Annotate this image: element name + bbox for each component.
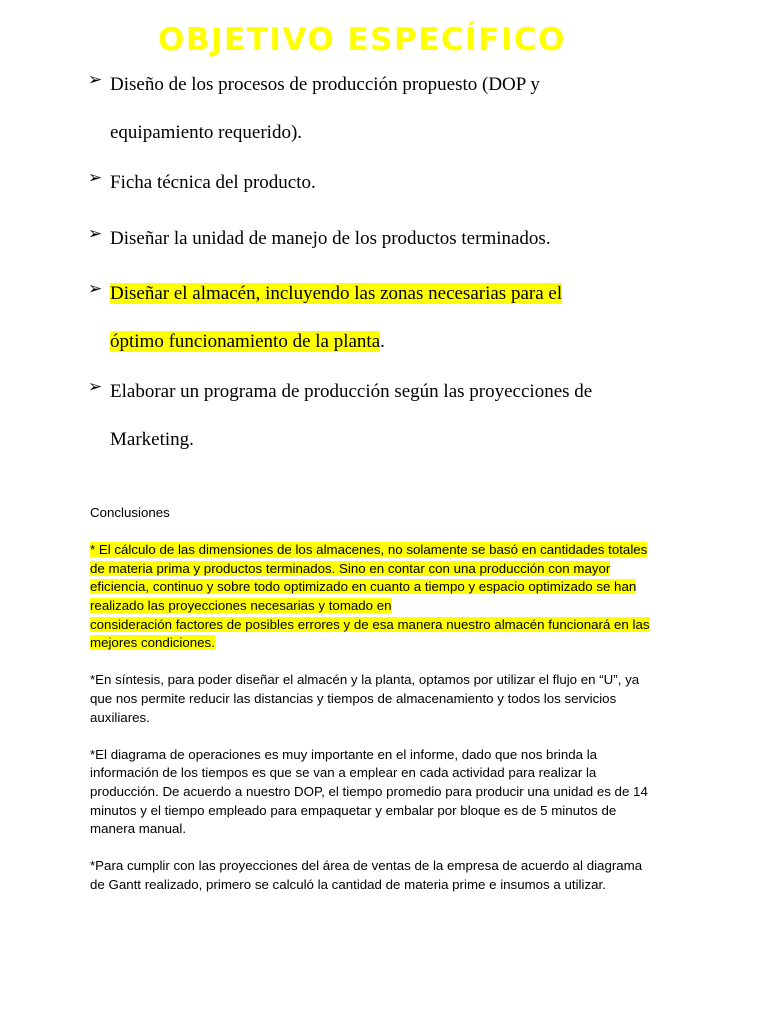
highlighted-text: eficiencia, continuo y sobre todo optimizado en cuanto a tiempo y espacio optimizado se han (90, 579, 637, 595)
paragraph-line: producción. De acuerdo a nuestro DOP, el tiempo promedio para producir una unidad es de 14 (90, 783, 648, 799)
paragraph-line: *Para cumplir con las proyecciones del área de ventas de la empresa de acuerdo al diagrama (90, 858, 643, 874)
paragraph-line: que nos permite reducir las distancias y tiempos de almacenamiento y todos los servicios (90, 690, 617, 706)
paragraph-line: información de los tiempos es que se van a emplear en cada actividad para realizar la (90, 765, 597, 781)
arrow-bullet-icon: ➢ (88, 168, 103, 188)
highlighted-text: óptimo funcionamiento de la planta (110, 331, 381, 352)
paragraph-line: minutos y el tiempo empleado para empaquetar y embalar por bloque es de 5 minutos de (90, 802, 617, 818)
arrow-bullet-icon: ➢ (88, 224, 103, 244)
page-title: OBJETIVO ESPECÍFICO (158, 22, 566, 58)
paragraph-line (90, 597, 690, 616)
objectives-list (88, 70, 728, 457)
arrow-bullet-icon: ➢ (88, 279, 103, 299)
objective-item (88, 168, 728, 224)
paragraph-line: *El diagrama de operaciones es muy importante en el informe, dado que nos brinda la (90, 746, 598, 762)
objective-line: Diseño de los procesos de producción propuesto (DOP y (110, 74, 540, 95)
conclusions-section (90, 504, 690, 894)
objective-line: Ficha técnica del producto. (110, 172, 316, 193)
paragraph-line: de Gantt realizado, primero se calculó la cantidad de materia prime e insumos a utilizar. (90, 876, 606, 892)
paragraph-line (90, 616, 690, 635)
conclusion-paragraph (90, 857, 690, 894)
paragraph-line: *En síntesis, para poder diseñar el almacén y la planta, optamos por utilizar el flujo en “U”, ya (90, 672, 640, 688)
paragraph-line (90, 560, 690, 579)
paragraph-line: manera manual. (90, 821, 187, 837)
conclusion-paragraph (90, 746, 690, 839)
objective-item (88, 224, 728, 279)
conclusions-heading: Conclusiones (90, 505, 170, 520)
highlighted-text: consideración factores de posibles errores y de esa manera nuestro almacén funcionará en las (90, 616, 650, 632)
paragraph-line (90, 634, 690, 653)
objective-line: equipamiento requerido). (110, 122, 303, 143)
arrow-bullet-icon: ➢ (88, 377, 103, 397)
objective-line (110, 327, 728, 357)
objective-line: Diseñar la unidad de manejo de los productos terminados. (110, 228, 551, 249)
paragraph-line (90, 578, 690, 597)
objective-line (110, 279, 728, 309)
highlighted-text: Diseñar el almacén, incluyendo las zonas necesarias para el (110, 283, 563, 304)
trailing-period: . (380, 331, 385, 352)
arrow-bullet-icon: ➢ (88, 70, 103, 90)
objective-line: Marketing. (110, 429, 194, 450)
objective-item (88, 279, 728, 377)
highlighted-text: de materia prima y productos terminados. Sino en contar con una producción con mayor (90, 560, 611, 576)
highlighted-text: mejores condiciones. (90, 635, 215, 651)
conclusion-paragraph-highlighted (90, 541, 690, 653)
objective-item (88, 70, 728, 168)
objective-item (88, 377, 728, 457)
highlighted-text: * El cálculo de las dimensiones de los almacenes, no solamente se basó en cantidades totales (90, 542, 648, 558)
conclusion-paragraph (90, 671, 690, 727)
paragraph-line (90, 541, 690, 560)
paragraph-line: auxiliares. (90, 709, 150, 725)
objective-line: Elaborar un programa de producción según las proyecciones de (110, 381, 593, 402)
highlighted-text: realizado las proyecciones necesarias y tomado en (90, 597, 392, 613)
